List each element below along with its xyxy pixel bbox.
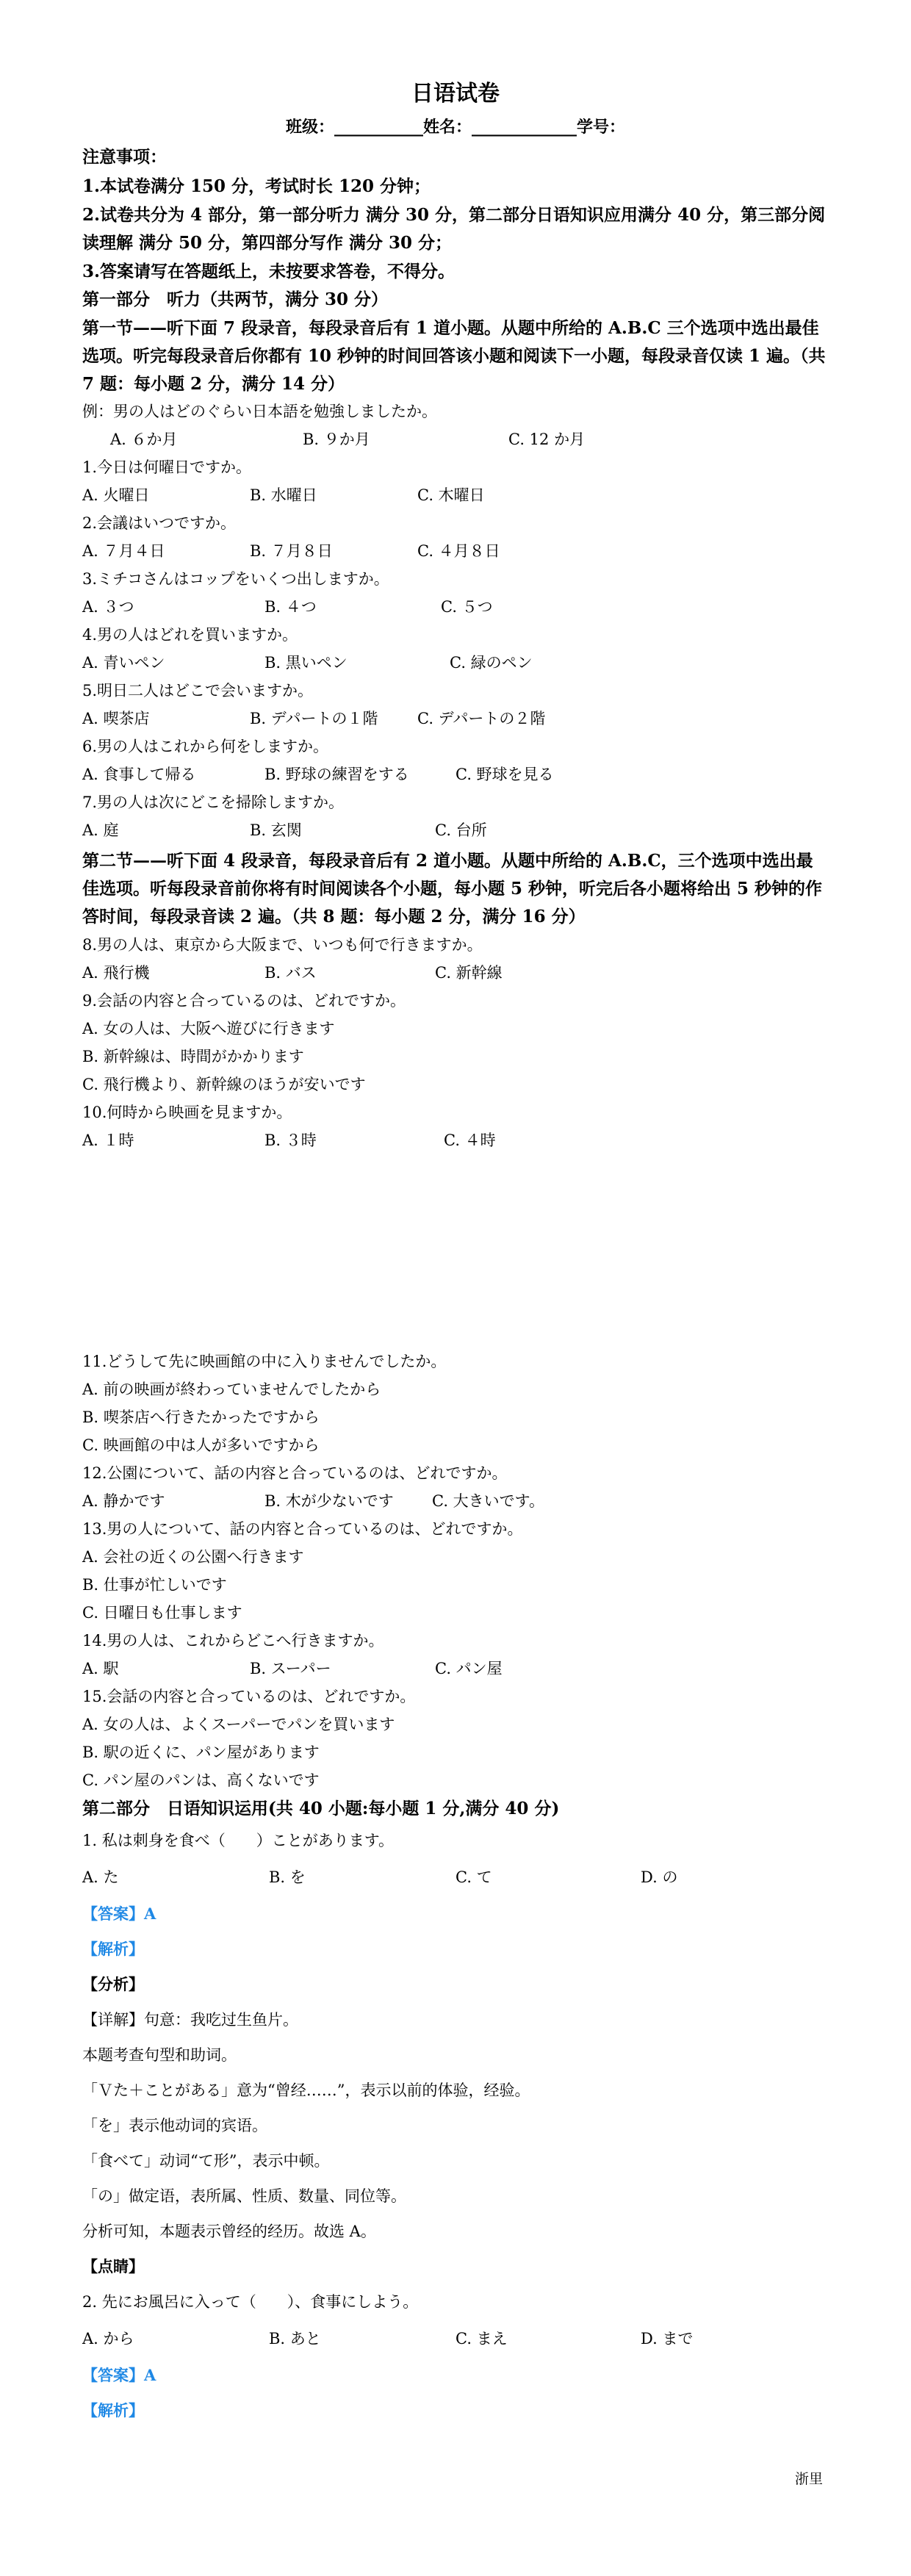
option: B. スーパー xyxy=(250,1660,331,1677)
question: 6.男の人はこれから何をしますか。 xyxy=(82,738,329,755)
notice-item: 2.试卷共分为 4 部分，第一部分听力 满分 30 分，第二部分日语知识应用满分 40 分，第三部分阅读理解 满分 50 分，第四部分写作 满分 30 分； xyxy=(82,205,826,253)
option: D. の xyxy=(641,1868,678,1886)
option: A. 青いペン xyxy=(82,654,165,672)
explanation-line: 「Ｖた＋ことがある」意为“曾经……”，表示以前的体验，经验。 xyxy=(82,2082,530,2099)
question: 13.男の人について、話の内容と合っているのは、どれですか。 xyxy=(82,1520,523,1538)
question: 1. 私は刺身を食べ（ ）ことがあります。 xyxy=(82,1832,395,1849)
option: A. 飛行機 xyxy=(82,964,150,982)
explanation-line: 「食べて」动词“て形”，表示中顿。 xyxy=(82,2152,330,2170)
example-option: A. ６か月 xyxy=(110,431,178,448)
option: C. 新幹線 xyxy=(435,964,503,982)
option: C. ４時 xyxy=(444,1132,496,1149)
dianjing-label: 【点睛】 xyxy=(82,2257,144,2275)
option: C. 野球を見る xyxy=(455,766,554,783)
option: C. まえ xyxy=(455,2330,508,2347)
option: A. 前の映画が終わっていませんでしたから xyxy=(82,1381,381,1398)
option: A. 女の人は、大阪へ遊びに行きます xyxy=(82,1020,335,1037)
section1-description: 第一节——听下面 7 段录音，每段录音后有 1 道小题。从题中所给的 A.B.C 三个选项中选出最佳选项。听完每段录音后你都有 10 秒钟的时间回答该小题和阅读下一小题，每段录音仅读 1 遍。（共 7 题：每小题 2 分，满分 14 分） xyxy=(82,318,826,394)
option: C. 飛行機より、新幹線のほうが安いです xyxy=(82,1076,366,1093)
question: 9.会話の内容と合っているのは、どれですか。 xyxy=(82,992,406,1010)
analysis-label: 【解析】 xyxy=(82,2401,144,2420)
option: A. 火曜日 xyxy=(82,486,150,504)
page-title: 日语试卷 xyxy=(411,81,500,107)
example-option: C. 12 か月 xyxy=(508,431,586,448)
option: B. 野球の練習をする xyxy=(264,766,409,783)
part2-heading: 第二部分 日语知识运用(共 40 小题:每小题 1 分,满分 40 分) xyxy=(82,1799,560,1818)
section2-description: 第二节——听下面 4 段录音，每段录音后有 2 道小题。从题中所给的 A.B.C，三个选项中选出最佳选项。听每段录音前你将有时间阅读各个小题，每小题 5 秒钟，听完后各小题将给出 5 秒钟的作答时间，每段录音读 2 遍。（共 8 题：每小题 2 分，满分 16 分） xyxy=(82,851,823,927)
option: C. 木曜日 xyxy=(417,486,485,504)
explanation-line: 「の」做定语，表所属、性质、数量、同位等。 xyxy=(82,2187,406,2205)
part1-heading: 第一部分 听力（共两节，满分 30 分） xyxy=(82,289,389,309)
option: C. 台所 xyxy=(435,821,487,839)
option: B. バス xyxy=(264,964,317,982)
question: 12.公園について、話の内容と合っているのは、どれですか。 xyxy=(82,1464,508,1482)
question: 3.ミチコさんはコップをいくつ出しますか。 xyxy=(82,570,389,588)
option: B. を xyxy=(269,1868,306,1886)
option: B. ７月８日 xyxy=(250,542,333,560)
option: B. 玄関 xyxy=(250,821,302,839)
option: B. 黒いペン xyxy=(264,654,348,672)
explanation-line: 分析可知，本题表示曾经的经历。故选 A。 xyxy=(82,2223,376,2240)
option: B. 喫茶店へ行きたかったですから xyxy=(82,1408,320,1426)
question: 15.会話の内容と合っているのは、どれですか。 xyxy=(82,1688,416,1705)
question: 8.男の人は、東京から大阪まで、いつも何で行きますか。 xyxy=(82,936,483,954)
option: C. ４月８日 xyxy=(417,542,500,560)
answer-label: 【答案】A xyxy=(82,1904,156,1923)
option: B. 仕事が忙しいです xyxy=(82,1576,227,1594)
option: A. 女の人は、よくスーパーでパンを買います xyxy=(82,1716,395,1733)
notice-heading: 注意事项： xyxy=(82,147,167,167)
question: 2.会議はいつですか。 xyxy=(82,514,237,532)
option: A. 静かです xyxy=(82,1492,165,1510)
option: B. デパートの１階 xyxy=(250,710,378,727)
option: C. デパートの２階 xyxy=(417,710,546,727)
option: A. 駅 xyxy=(82,1660,119,1677)
option: B. ３時 xyxy=(264,1132,317,1149)
option: B. 水曜日 xyxy=(250,486,317,504)
question: 7.男の人は次にどこを掃除しますか。 xyxy=(82,794,345,811)
explanation-line: 【详解】句意：我吃过生鱼片。 xyxy=(82,2011,298,2029)
option: B. ４つ xyxy=(264,598,317,616)
explanation-line: 本题考查句型和助词。 xyxy=(82,2046,237,2064)
option: A. １時 xyxy=(82,1132,134,1149)
option: A. から xyxy=(82,2330,134,2347)
option: A. た xyxy=(82,1868,119,1886)
footer-mark: 浙里 xyxy=(795,2471,824,2487)
option: C. 大きいです。 xyxy=(432,1492,544,1510)
option: C. て xyxy=(455,1868,492,1886)
question: 11.どうして先に映画館の中に入りませんでしたか。 xyxy=(82,1353,447,1370)
info-line: 班级：___________姓名：_____________学号： xyxy=(285,118,625,137)
option: D. まで xyxy=(641,2330,694,2347)
option: C. パン屋のパンは、高くないです xyxy=(82,1771,320,1789)
explanation-line: 「を」表示他动词的宾语。 xyxy=(82,2117,267,2134)
option: C. パン屋 xyxy=(435,1660,503,1677)
notice-item: 3.答案请写在答题纸上，未按要求答卷，不得分。 xyxy=(82,262,455,281)
answer-label: 【答案】A xyxy=(82,2366,156,2384)
option: A. 会社の近くの公園へ行きます xyxy=(82,1548,304,1566)
option: C. 映画館の中は人が多いですから xyxy=(82,1436,320,1454)
option: C. ５つ xyxy=(441,598,493,616)
option: C. 日曜日も仕事します xyxy=(82,1604,242,1622)
question: 4.男の人はどれを買いますか。 xyxy=(82,626,298,644)
question: 1.今日は何曜日ですか。 xyxy=(82,458,252,476)
option: B. あと xyxy=(269,2330,321,2347)
question: 5.明日二人はどこで会いますか。 xyxy=(82,682,314,699)
example-question: 例：男の人はどのぐらい日本語を勉強しましたか。 xyxy=(82,403,437,420)
option: A. ７月４日 xyxy=(82,542,165,560)
notice-item: 1.本试卷满分 150 分，考试时长 120 分钟； xyxy=(82,176,431,196)
question: 10.何時から映画を見ますか。 xyxy=(82,1104,292,1121)
question: 14.男の人は、これからどこへ行きますか。 xyxy=(82,1632,384,1649)
option: A. 食事して帰る xyxy=(82,766,196,783)
fenxi-label: 【分析】 xyxy=(82,1975,144,1993)
option: A. ３つ xyxy=(82,598,134,616)
option: A. 庭 xyxy=(82,821,119,839)
example-option: B. ９か月 xyxy=(303,431,370,448)
question: 2. 先にお風呂に入って（ ）、食事にしよう。 xyxy=(82,2293,419,2311)
analysis-label: 【解析】 xyxy=(82,1940,144,1958)
option: B. 新幹線は、時間がかかります xyxy=(82,1048,304,1065)
option: C. 緑のペン xyxy=(450,654,533,672)
option: B. 木が少ないです xyxy=(264,1492,394,1510)
option: B. 駅の近くに、パン屋があります xyxy=(82,1744,320,1761)
option: A. 喫茶店 xyxy=(82,710,150,727)
